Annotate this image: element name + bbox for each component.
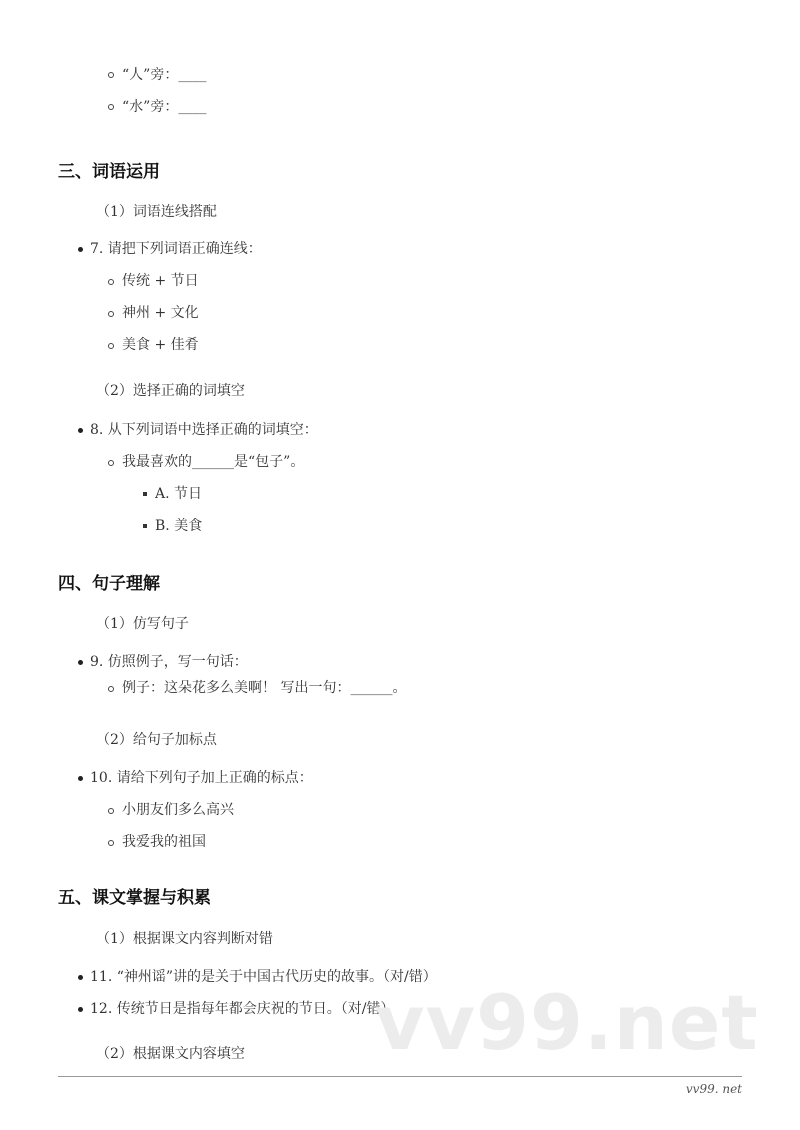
list-bullet <box>108 72 114 78</box>
subsection-title: （1）词语连线搭配 <box>96 204 217 220</box>
footer-site: vv99. net <box>685 1082 742 1096</box>
question-8: 8. 从下列词语中选择正确的词填空： <box>90 422 318 438</box>
list-bullet <box>78 776 83 781</box>
list-bullet <box>108 460 114 466</box>
subsection-title: （2）给句子加标点 <box>96 732 217 748</box>
match-item: 美食 + 佳肴 <box>122 337 199 353</box>
section-title: 五、课文掌握与积累 <box>58 888 211 908</box>
list-bullet <box>78 660 83 665</box>
punctuation-item: 我爱我的祖国 <box>122 834 206 850</box>
question-12: 12. 传统节日是指每年都会庆祝的节日。（对/错） <box>90 1001 395 1017</box>
list-bullet <box>78 975 83 980</box>
list-bullet <box>143 492 147 496</box>
match-item: 神州 + 文化 <box>122 305 199 321</box>
list-bullet <box>78 428 83 433</box>
list-bullet <box>108 343 114 349</box>
radical-item: “人”旁：____ <box>122 67 207 83</box>
question-9: 9. 仿照例子，写一句话： <box>90 654 248 670</box>
section-title: 四、句子理解 <box>58 574 160 594</box>
list-bullet <box>108 840 114 846</box>
radical-item: “水”旁：____ <box>122 99 207 115</box>
fill-sentence: 我最喜欢的______是“包子”。 <box>122 454 305 470</box>
option-a: A. 节日 <box>155 486 203 502</box>
example-sentence: 例子：这朵花多么美啊！ 写出一句：______。 <box>122 680 407 696</box>
subsection-title: （2）选择正确的词填空 <box>96 383 245 399</box>
punctuation-item: 小朋友们多么高兴 <box>122 802 234 818</box>
subsection-title: （1）仿写句子 <box>96 616 189 632</box>
question-10: 10. 请给下列句子加上正确的标点： <box>90 770 313 786</box>
list-bullet <box>108 104 114 110</box>
list-bullet <box>108 279 114 285</box>
list-bullet <box>108 686 114 692</box>
question-11: 11. “神州谣”讲的是关于中国古代历史的故事。（对/错） <box>90 969 437 985</box>
watermark: vv99.net <box>375 978 759 1067</box>
subsection-title: （1）根据课文内容判断对错 <box>96 931 273 947</box>
option-b: B. 美食 <box>155 518 203 534</box>
section-title: 三、词语运用 <box>58 162 160 182</box>
footer-divider <box>58 1076 742 1077</box>
list-bullet <box>143 524 147 528</box>
question-7: 7. 请把下列词语正确连线： <box>90 241 262 257</box>
list-bullet <box>78 247 83 252</box>
match-item: 传统 + 节日 <box>122 273 199 289</box>
list-bullet <box>78 1007 83 1012</box>
subsection-title: （2）根据课文内容填空 <box>96 1046 245 1062</box>
list-bullet <box>108 808 114 814</box>
list-bullet <box>108 311 114 317</box>
